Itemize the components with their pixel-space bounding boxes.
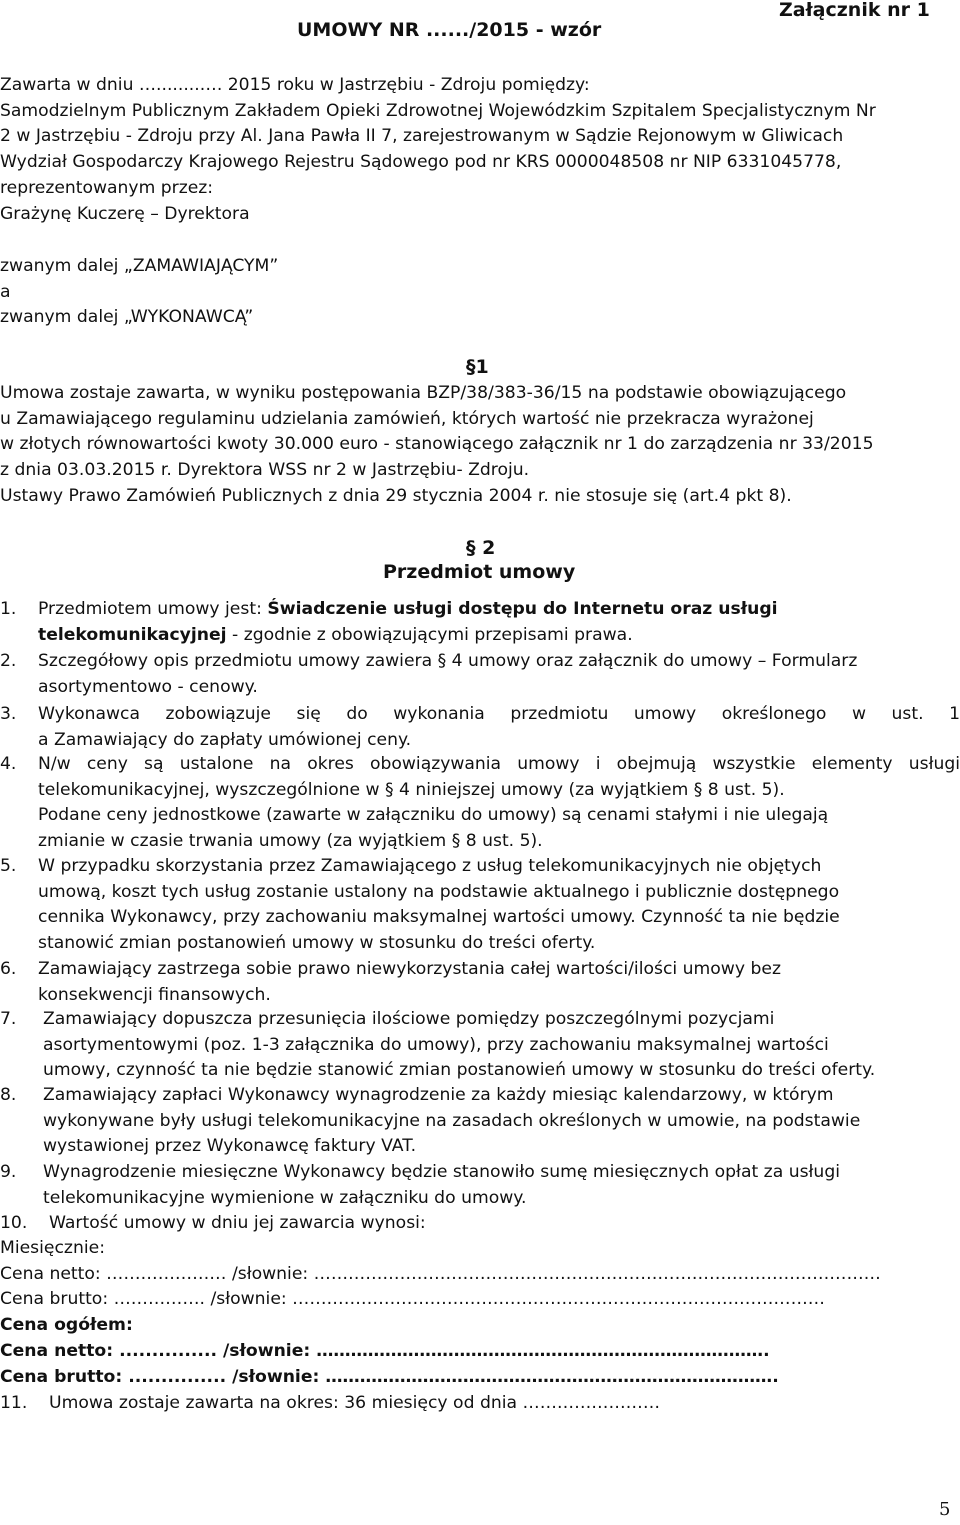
role-line: zwanym dalej „WYKONAWCĄ” <box>0 307 254 328</box>
item-text: Przedmiotem umowy jest: <box>38 599 268 619</box>
intro-line: 2 w Jastrzębiu - Zdroju przy Al. Jana Pawła II 7, zarejestrowanym w Sądzie Rejonowym w Gliwicach <box>0 126 844 147</box>
item-line: asortymentowymi (poz. 1-3 załącznika do umowy), przy zachowaniu maksymalnej wartości <box>43 1034 829 1055</box>
section-1-line: z dnia 03.03.2015 r. Dyrektora WSS nr 2 w Jastrzębiu- Zdroju. <box>0 460 530 481</box>
item-line: Zamawiający zastrzega sobie prawo niewykorzystania całej wartości/ilości umowy bez <box>38 959 781 979</box>
item-line: W przypadku skorzystania przez Zamawiającego z usług telekomunikacyjnych nie objętych <box>38 856 822 876</box>
section-1-line: u Zamawiającego regulaminu udzielania zamówień, których wartość nie przekracza wyrażonej <box>0 408 814 429</box>
item-line: zmianie w czasie trwania umowy (za wyjątkiem § 8 ust. 5). <box>38 831 543 852</box>
item-line: asortymentowo - cenowy. <box>38 676 258 697</box>
item-line: telekomunikacyjnej, wyszczególnione w § 4 niniejszej umowy (za wyjątkiem § 8 ust. 5). <box>38 779 785 800</box>
item-number: 9. <box>0 1162 17 1182</box>
payment-block <box>0 1236 881 1390</box>
item-number: 8. <box>0 1085 17 1105</box>
item-line: Podane ceny jednostkowe (zawarte w załączniku do umowy) są cenami stałymi i nie ulegają <box>38 805 829 826</box>
role-line: zwanym dalej „ZAMAWIAJĄCYM” <box>0 256 279 276</box>
intro-line: Wydział Gospodarczy Krajowego Rejestru Sądowego pod nr KRS 0000048508 nr NIP 6331045778, <box>0 152 842 173</box>
item-line: Wynagrodzenie miesięczne Wykonawcy będzie stanowiło sumę miesięcznych opłat za usługi <box>43 1162 841 1182</box>
total-gross-line: Cena brutto: ............... /słownie: ……………………………………………………………………. <box>0 1366 779 1387</box>
intro-line: Grażynę Kuczerę – Dyrektora <box>0 203 250 224</box>
item-number: 6. <box>0 959 17 979</box>
item-number: 5. <box>0 856 17 876</box>
item-bold-text: telekomunikacyjnej <box>38 624 227 645</box>
item-number: 2. <box>0 651 17 671</box>
item-line: a Zamawiający do zapłaty umówionej ceny. <box>38 729 412 750</box>
document-title: UMOWY NR ....../2015 - wzór <box>297 19 602 41</box>
item-line: wykonywane były usługi telekomunikacyjne na zasadach określonych w umowie, na podstawie <box>43 1110 861 1131</box>
gross-price-line: Cena brutto: ……………. /słownie: ………………………………………………………………………………… <box>0 1289 825 1310</box>
item-line: Umowa zostaje zawarta na okres: 36 miesięcy od dnia …………………… <box>49 1393 661 1413</box>
item-line: telekomunikacyjne wymienione w załączniku do umowy. <box>43 1187 527 1208</box>
item-text: - zgodnie z obowiązującymi przepisami prawa. <box>226 624 633 645</box>
page-number: 5 <box>939 1499 951 1520</box>
intro-line: reprezentowanym przez: <box>0 177 214 198</box>
item-line: Wartość umowy w dniu jej zawarcia wynosi: <box>49 1213 426 1233</box>
item-line: stanowić zmian postanowień umowy w stosunku do treści oferty. <box>38 933 596 954</box>
item-line: Wykonawca zobowiązuje się do wykonania przedmiotu umowy określonego w ust. 1 <box>38 704 960 724</box>
section-1-line: Ustawy Prawo Zamówień Publicznych z dnia 29 stycznia 2004 r. nie stosuje się (art.4 pkt 8). <box>0 485 792 506</box>
item-number: 7. <box>0 1009 17 1029</box>
total-label: Cena ogółem: <box>0 1315 133 1336</box>
intro-line: Zawarta w dniu …........…. 2015 roku w Jastrzębiu - Zdroju pomiędzy: <box>0 75 590 95</box>
item-line: konsekwencji finansowych. <box>38 984 271 1005</box>
item-number: 11. <box>0 1393 28 1413</box>
item-line: Zamawiający dopuszcza przesunięcia ilościowe pomiędzy poszczególnymi pozycjami <box>43 1009 775 1029</box>
item-line: Szczegółowy opis przedmiotu umowy zawiera § 4 umowy oraz załącznik do umowy – Formularz <box>38 651 858 671</box>
intro-line: Samodzielnym Publicznym Zakładem Opieki Zdrowotnej Wojewódzkim Szpitalem Specjalistycznym Nr <box>0 100 876 121</box>
section-2-title: Przedmiot umowy <box>383 561 576 583</box>
item-number: 3. <box>0 704 17 724</box>
section-1-line: Umowa zostaje zawarta, w wyniku postępowania BZP/38/383-36/15 na podstawie obowiązującego <box>0 383 847 403</box>
total-net-line: Cena netto: ............... /słownie: ……………………………………………………………………. <box>0 1340 770 1361</box>
item-line: N/w ceny są ustalone na okres obowiązywania umowy i obejmują wszystkie elementy usługi <box>38 754 960 774</box>
annex-label: Załącznik nr 1 <box>779 0 930 21</box>
item-line: wystawionej przez Wykonawcę faktury VAT. <box>43 1136 417 1157</box>
item-number: 10. <box>0 1213 28 1233</box>
section-1-heading: §1 <box>466 356 489 378</box>
monthly-label: Miesięcznie: <box>0 1238 105 1258</box>
net-price-line: Cena netto: ………………… /słownie: ……………………………………………………………………………………… <box>0 1263 881 1284</box>
item-line: cennika Wykonawcy, przy zachowaniu maksymalnej wartości umowy. Czynność ta nie będzie <box>38 907 840 928</box>
parties-roles <box>0 254 278 331</box>
role-line: a <box>0 281 11 302</box>
item-line: Zamawiający zapłaci Wykonawcy wynagrodzenie za każdy miesiąc kalendarzowy, w którym <box>43 1085 834 1105</box>
item-bold-text: Świadczenie usługi dostępu do Internetu oraz usługi <box>267 599 778 619</box>
section-2-heading: § 2 <box>466 537 496 559</box>
section-1-line: w złotych równowartości kwoty 30.000 euro - stanowiącego załącznik nr 1 do zarządzenia nr 33/2015 <box>0 434 874 455</box>
item-number: 1. <box>0 599 17 619</box>
intro-paragraph <box>0 73 960 227</box>
item-line: umowy, czynność ta nie będzie stanowić zmian postanowień umowy w stosunku do treści oferty. <box>43 1060 876 1081</box>
item-line: umową, koszt tych usług zostanie ustalony na podstawie aktualnego i publicznie dostępnego <box>38 881 840 902</box>
item-number: 4. <box>0 754 17 774</box>
section-1-paragraph <box>0 381 874 510</box>
